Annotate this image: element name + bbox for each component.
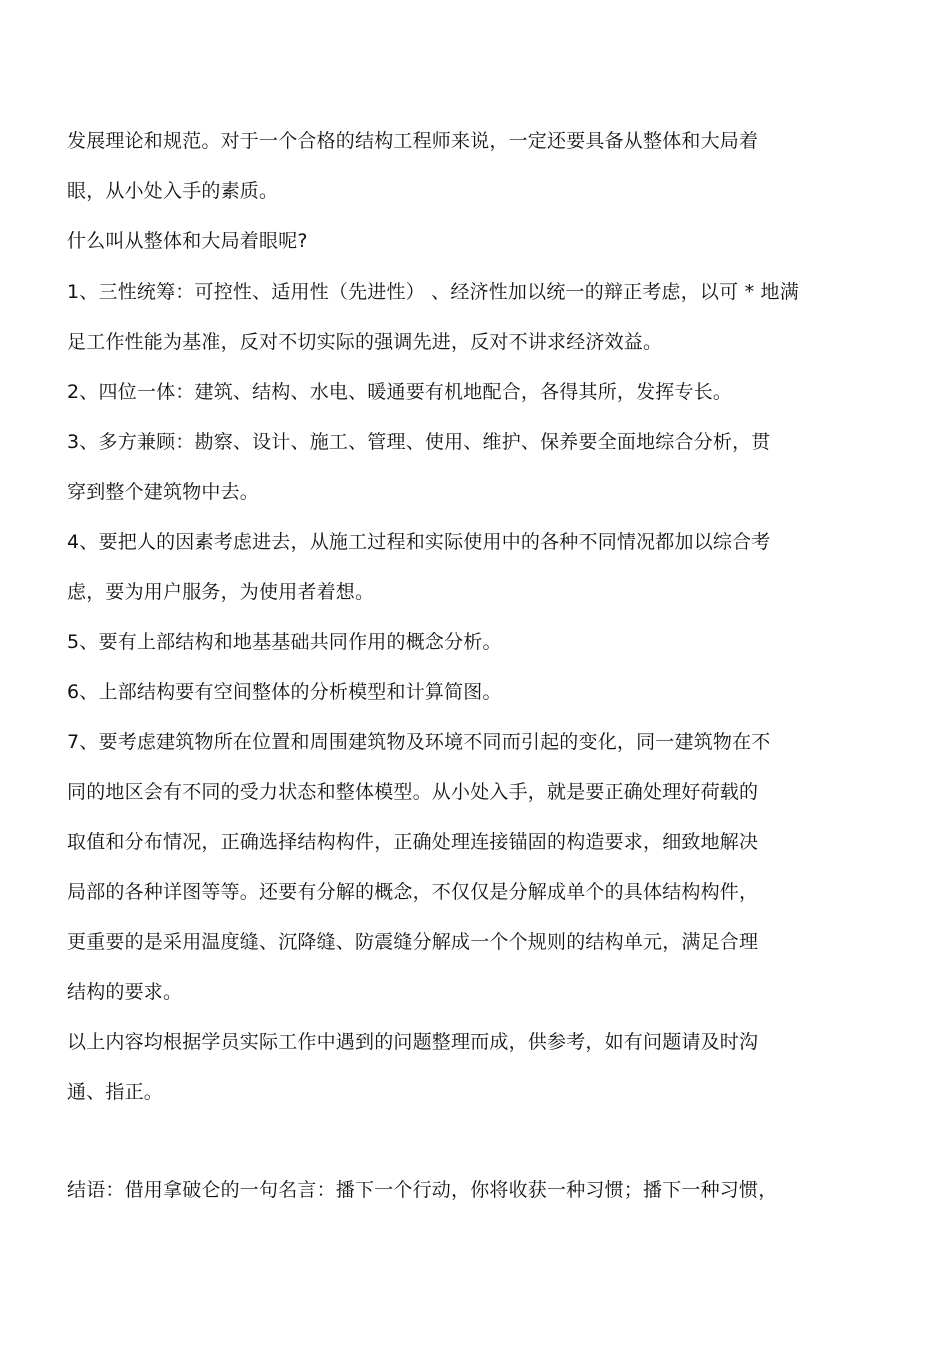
text-line: 4、要把人的因素考虑进去，从施工过程和实际使用中的各种不同情况都加以综合考 (67, 531, 771, 553)
text-line: 结构的要求。 (67, 981, 183, 1003)
text-line: 2、四位一体：建筑、结构、水电、暖通要有机地配合，各得其所，发挥专长。 (67, 381, 733, 403)
text-line: 通、指正。 (67, 1081, 164, 1103)
text-line: 足工作性能为基准，反对不切实际的强调先进，反对不讲求经济效益。 (67, 331, 663, 353)
text-line: 结语：借用拿破仑的一句名言：播下一个行动，你将收获一种习惯；播下一种习惯， (67, 1179, 778, 1201)
text-line: 更重要的是采用温度缝、沉降缝、防震缝分解成一个个规则的结构单元，满足合理 (67, 931, 759, 953)
text-line: 取值和分布情况，正确选择结构构件，正确处理连接锚固的构造要求，细致地解决 (67, 831, 759, 853)
text-line: 局部的各种详图等等。还要有分解的概念，不仅仅是分解成单个的具体结构构件， (67, 881, 759, 903)
text-line: 1、三性统筹：可控性、适用性（先进性） 、经济性加以统一的辩正考虑，以可 * 地满 (67, 281, 799, 303)
text-line: 3、多方兼顾：勘察、设计、施工、管理、使用、维护、保养要全面地综合分析，贯 (67, 431, 771, 453)
text-line: 眼，从小处入手的素质。 (67, 180, 279, 202)
text-line: 以上内容均根据学员实际工作中遇到的问题整理而成，供参考，如有问题请及时沟 (67, 1031, 759, 1053)
text-line: 6、上部结构要有空间整体的分析模型和计算简图。 (67, 681, 502, 703)
text-line: 发展理论和规范。对于一个合格的结构工程师来说，一定还要具备从整体和大局着 (67, 130, 759, 152)
text-line: 同的地区会有不同的受力状态和整体模型。从小处入手，就是要正确处理好荷载的 (67, 781, 759, 803)
text-line: 5、要有上部结构和地基基础共同作用的概念分析。 (67, 631, 502, 653)
text-line: 7、要考虑建筑物所在位置和周围建筑物及环境不同而引起的变化，同一建筑物在不 (67, 731, 771, 753)
text-line: 穿到整个建筑物中去。 (67, 481, 260, 503)
text-line: 虑，要为用户服务，为使用者着想。 (67, 581, 375, 603)
text-line: 什么叫从整体和大局着眼呢? (67, 230, 308, 252)
